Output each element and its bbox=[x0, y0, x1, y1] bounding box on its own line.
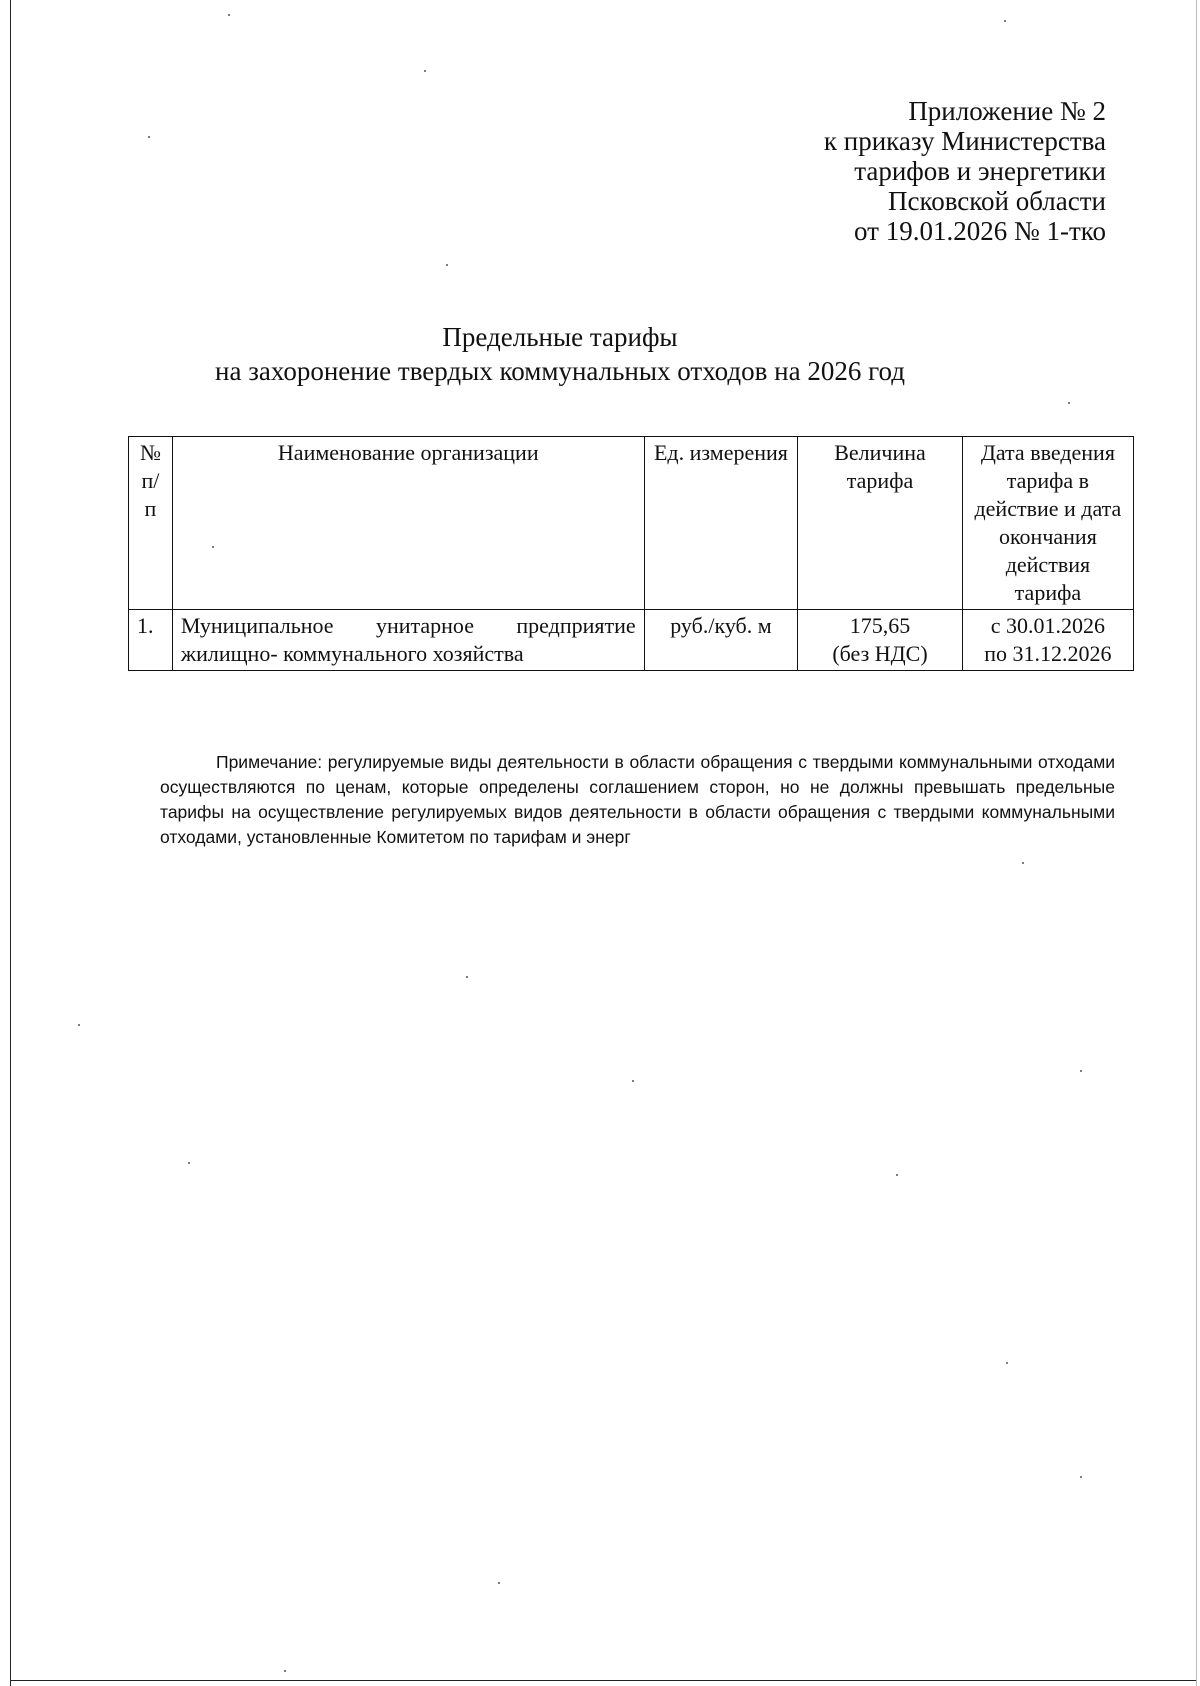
appendix-header bbox=[700, 96, 1106, 246]
scan-speck bbox=[446, 264, 448, 266]
scan-speck bbox=[284, 1670, 286, 1672]
note-paragraph: Примечание: регулируемые виды деятельности в области обращения с твердыми коммунальными отходами осуществляются по ценам, которые определены соглашением сторон, но не должны превышать предельные тарифы на осуществление регулируемых видов деятельности в области обращения с твердыми коммунальными отходами, установленные Комитетом по тарифам и энерг bbox=[160, 752, 1115, 847]
scan-speck bbox=[1068, 402, 1070, 404]
scan-speck bbox=[424, 70, 426, 72]
tariff-value-note: (без НДС) bbox=[832, 641, 928, 666]
cell-date bbox=[962, 610, 1133, 671]
header-unit: Ед. измерения bbox=[644, 437, 798, 610]
page-edge-right bbox=[1196, 0, 1197, 1686]
title-line-2: на захоронение твердых коммунальных отходов на 2026 год bbox=[215, 356, 905, 386]
table-header-row bbox=[129, 437, 1134, 610]
scan-speck bbox=[1022, 862, 1024, 864]
header-value: Величина тарифа bbox=[798, 437, 963, 610]
scan-speck bbox=[228, 14, 230, 16]
document-title bbox=[160, 320, 960, 388]
cell-num: 1. bbox=[129, 610, 173, 671]
date-from: с 30.01.2026 bbox=[990, 613, 1106, 638]
appendix-line: к приказу Министерства bbox=[823, 126, 1106, 156]
table-row bbox=[129, 610, 1134, 671]
scan-speck bbox=[632, 1080, 634, 1082]
page-edge-bottom bbox=[10, 1680, 1196, 1681]
scan-speck bbox=[212, 546, 214, 548]
page-edge-left bbox=[10, 0, 11, 1686]
tariff-table bbox=[128, 436, 1134, 671]
title-line-1: Предельные тарифы bbox=[442, 322, 678, 352]
scan-speck bbox=[1080, 1070, 1082, 1072]
scan-speck bbox=[188, 1162, 190, 1164]
header-num: № п/п bbox=[129, 437, 173, 610]
cell-value bbox=[798, 610, 963, 671]
scan-speck bbox=[498, 1582, 500, 1584]
appendix-line: от 19.01.2026 № 1-тко bbox=[854, 216, 1106, 246]
header-org: Наименование организации bbox=[172, 437, 644, 610]
cell-unit: руб./куб. м bbox=[644, 610, 798, 671]
scan-speck bbox=[1006, 1362, 1008, 1364]
scan-speck bbox=[78, 1024, 80, 1026]
appendix-line: Псковской области bbox=[887, 186, 1106, 216]
scan-speck bbox=[1080, 1476, 1082, 1478]
cell-org: Муниципальное унитарное предприятие жилищно- коммунального хозяйства bbox=[172, 610, 644, 671]
tariff-value: 175,65 bbox=[849, 613, 911, 638]
scan-speck bbox=[896, 1174, 898, 1176]
appendix-line: тарифов и энергетики bbox=[854, 156, 1106, 186]
appendix-line: Приложение № 2 bbox=[908, 96, 1106, 126]
date-to: по 31.12.2026 bbox=[984, 641, 1112, 666]
scan-speck bbox=[1004, 20, 1006, 22]
scan-speck bbox=[148, 136, 150, 138]
header-date: Дата введения тарифа в действие и дата окончания действия тарифа bbox=[962, 437, 1133, 610]
scan-speck bbox=[466, 976, 468, 978]
